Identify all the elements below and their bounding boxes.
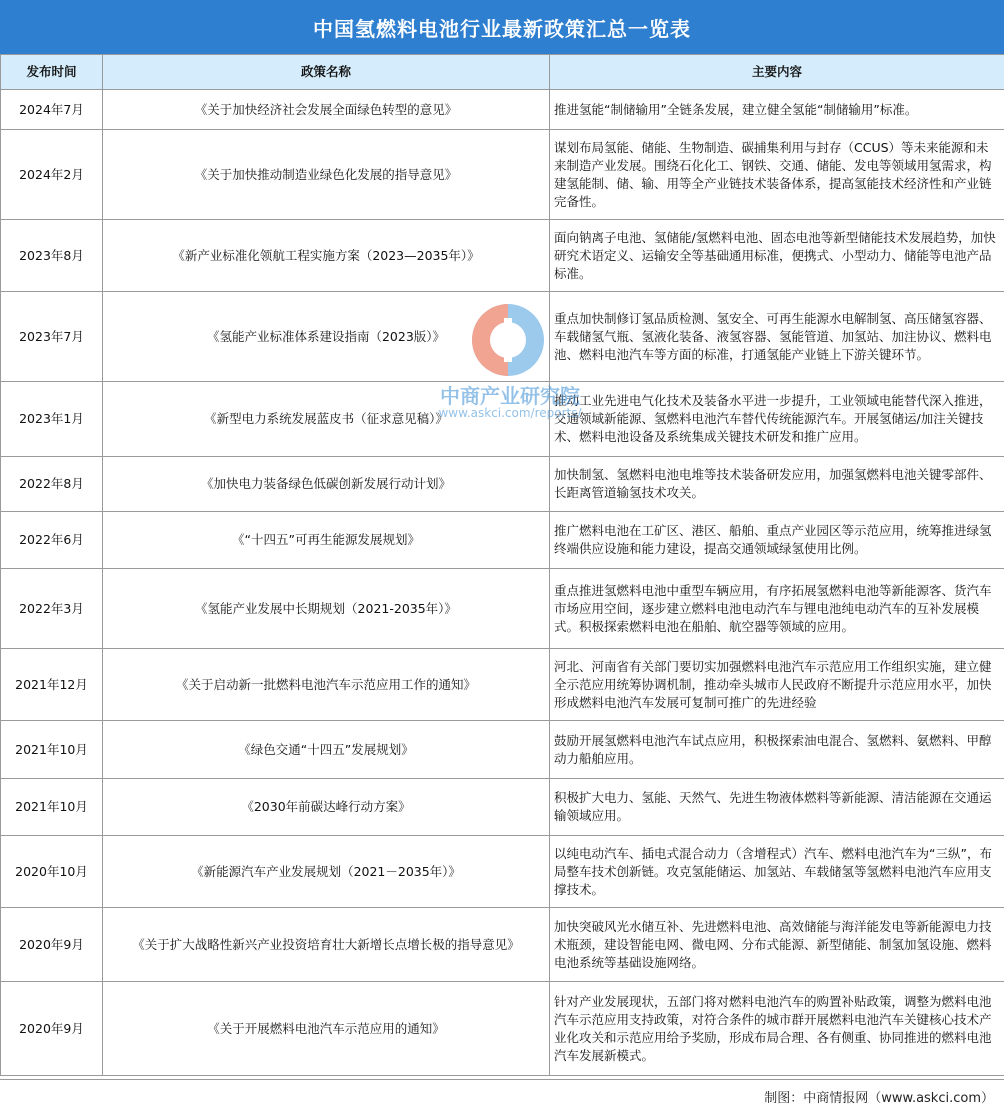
- cell-date: 2022年8月: [1, 457, 103, 512]
- cell-content: 加快制氢、氢燃料电池电堆等技术装备研发应用，加强氢燃料电池关键零部件、长距离管道输氢技术攻关。: [550, 457, 1004, 512]
- cell-content: 重点加快制修订氢品质检测、氢安全、可再生能源水电解制氢、高压储氢容器、车载储氢气瓶、氢液化装备、液氢容器、氢能管道、加氢站、加注协议、燃料电池、燃料电池汽车等方面的标准，打通氢能产业链上下游关键环节。: [550, 292, 1004, 382]
- table-row: [1, 982, 1004, 1076]
- cell-content: 推广燃料电池在工矿区、港区、船舶、重点产业园区等示范应用，统筹推进绿氢终端供应设施和能力建设，提高交通领域绿氢使用比例。: [550, 512, 1004, 569]
- cell-name: 《绿色交通“十四五”发展规划》: [103, 721, 550, 779]
- cell-name: 《关于扩大战略性新兴产业投资培育壮大新增长点增长极的指导意见》: [103, 908, 550, 982]
- cell-date: 2020年9月: [1, 908, 103, 982]
- cell-content: 针对产业发展现状，五部门将对燃料电池汽车的购置补贴政策，调整为燃料电池汽车示范应用支持政策，对符合条件的城市群开展燃料电池汽车关键核心技术产业化攻关和示范应用给予奖励，形成布局合理、各有侧重、协同推进的燃料电池汽车发展新模式。: [550, 982, 1004, 1076]
- cell-content: 加快突破风光水储互补、先进燃料电池、高效储能与海洋能发电等新能源电力技术瓶颈，建设智能电网、微电网、分布式能源、新型储能、制氢加氢设施、燃料电池系统等基础设施网络。: [550, 908, 1004, 982]
- cell-content: 重点推进氢燃料电池中重型车辆应用，有序拓展氢燃料电池等新能源客、货汽车市场应用空间，逐步建立燃料电池电动汽车与锂电池纯电动汽车的互补发展模式。积极探索燃料电池在船舶、航空器等领域的应用。: [550, 569, 1004, 649]
- cell-name: 《关于开展燃料电池汽车示范应用的通知》: [103, 982, 550, 1076]
- header-date: 发布时间: [1, 55, 103, 90]
- watermark-url: www.askci.com/reports/: [438, 406, 582, 420]
- cell-name: 《新能源汽车产业发展规划（2021－2035年）》: [103, 836, 550, 908]
- table-row: [1, 457, 1004, 512]
- cell-content: 推进氢能“制储输用”全链条发展，建立健全氢能“制储输用”标准。: [550, 90, 1004, 130]
- watermark-text: 中商产业研究院: [440, 384, 580, 408]
- cell-date: 2021年12月: [1, 649, 103, 721]
- page-title: 中国氢燃料电池行业最新政策汇总一览表: [0, 0, 1004, 54]
- table-row: [1, 292, 1004, 382]
- cell-name: 《氢能产业发展中长期规划（2021-2035年）》: [103, 569, 550, 649]
- cell-date: 2022年3月: [1, 569, 103, 649]
- table-row: [1, 569, 1004, 649]
- cell-content: 鼓励开展氢燃料电池汽车试点应用，积极探索油电混合、氢燃料、氨燃料、甲醇动力船舶应用。: [550, 721, 1004, 779]
- table-row: [1, 721, 1004, 779]
- cell-content: 谋划布局氢能、储能、生物制造、碳捕集利用与封存（CCUS）等未来能源和未来制造产业发展。围绕石化化工、钢铁、交通、储能、发电等领域用氢需求，构建氢能制、储、输、用等全产业链技术装备体系，提高氢能技术经济性和产业链完备性。: [550, 130, 1004, 220]
- table-row: [1, 779, 1004, 836]
- cell-date: 2020年10月: [1, 836, 103, 908]
- cell-name: 《关于加快经济社会发展全面绿色转型的意见》: [103, 90, 550, 130]
- cell-content: 积极扩大电力、氢能、天然气、先进生物液体燃料等新能源、清洁能源在交通运输领域应用。: [550, 779, 1004, 836]
- table-row: [1, 382, 1004, 457]
- cell-date: 2023年8月: [1, 220, 103, 292]
- table-row: [1, 130, 1004, 220]
- cell-date: 2023年7月: [1, 292, 103, 382]
- cell-name: 《新型电力系统发展蓝皮书（征求意见稿）》: [103, 382, 550, 457]
- cell-date: 2021年10月: [1, 779, 103, 836]
- header-content: 主要内容: [550, 55, 1004, 90]
- policy-table: [0, 54, 1004, 1076]
- table-row: [1, 836, 1004, 908]
- table-row: [1, 90, 1004, 130]
- cell-date: 2021年10月: [1, 721, 103, 779]
- cell-name: 《关于加快推动制造业绿色化发展的指导意见》: [103, 130, 550, 220]
- cell-name: 《氢能产业标准体系建设指南（2023版）》: [103, 292, 550, 382]
- table-row: [1, 220, 1004, 292]
- cell-date: 2023年1月: [1, 382, 103, 457]
- table-row: [1, 908, 1004, 982]
- cell-date: 2022年6月: [1, 512, 103, 569]
- cell-date: 2024年2月: [1, 130, 103, 220]
- cell-content: 河北、河南省有关部门要切实加强燃料电池汽车示范应用工作组织实施，建立健全示范应用统筹协调机制，推动牵头城市人民政府不断提升示范应用水平，加快形成燃料电池汽车发展可复制可推广的先进经验: [550, 649, 1004, 721]
- cell-name: 《新产业标准化领航工程实施方案（2023—2035年）》: [103, 220, 550, 292]
- cell-content: 面向钠离子电池、氢储能/氢燃料电池、固态电池等新型储能技术发展趋势，加快研究术语定义、运输安全等基础通用标准，便携式、小型动力、储能等电池产品标准。: [550, 220, 1004, 292]
- cell-name: 《“十四五”可再生能源发展规划》: [103, 512, 550, 569]
- cell-date: 2024年7月: [1, 90, 103, 130]
- cell-name: 《关于启动新一批燃料电池汽车示范应用工作的通知》: [103, 649, 550, 721]
- header-name: 政策名称: [103, 55, 550, 90]
- source-credit: 制图：中商情报网（www.askci.com）: [0, 1079, 1004, 1113]
- table-row: [1, 649, 1004, 721]
- cell-content: 以纯电动汽车、插电式混合动力（含增程式）汽车、燃料电池汽车为“三纵”，布局整车技术创新链。攻克氢能储运、加氢站、车载储氢等氢燃料电池汽车应用支撑技术。: [550, 836, 1004, 908]
- cell-name: 《2030年前碳达峰行动方案》: [103, 779, 550, 836]
- table-row: [1, 512, 1004, 569]
- cell-content: 推动工业先进电气化技术及装备水平进一步提升，工业领域电能替代深入推进，交通领域新能源、氢燃料电池汽车替代传统能源汽车。开展氢储运/加注关键技术、燃料电池设备及系统集成关键技术研发和推广应用。: [550, 382, 1004, 457]
- cell-name: 《加快电力装备绿色低碳创新发展行动计划》: [103, 457, 550, 512]
- table-header-row: [1, 55, 1004, 90]
- cell-date: 2020年9月: [1, 982, 103, 1076]
